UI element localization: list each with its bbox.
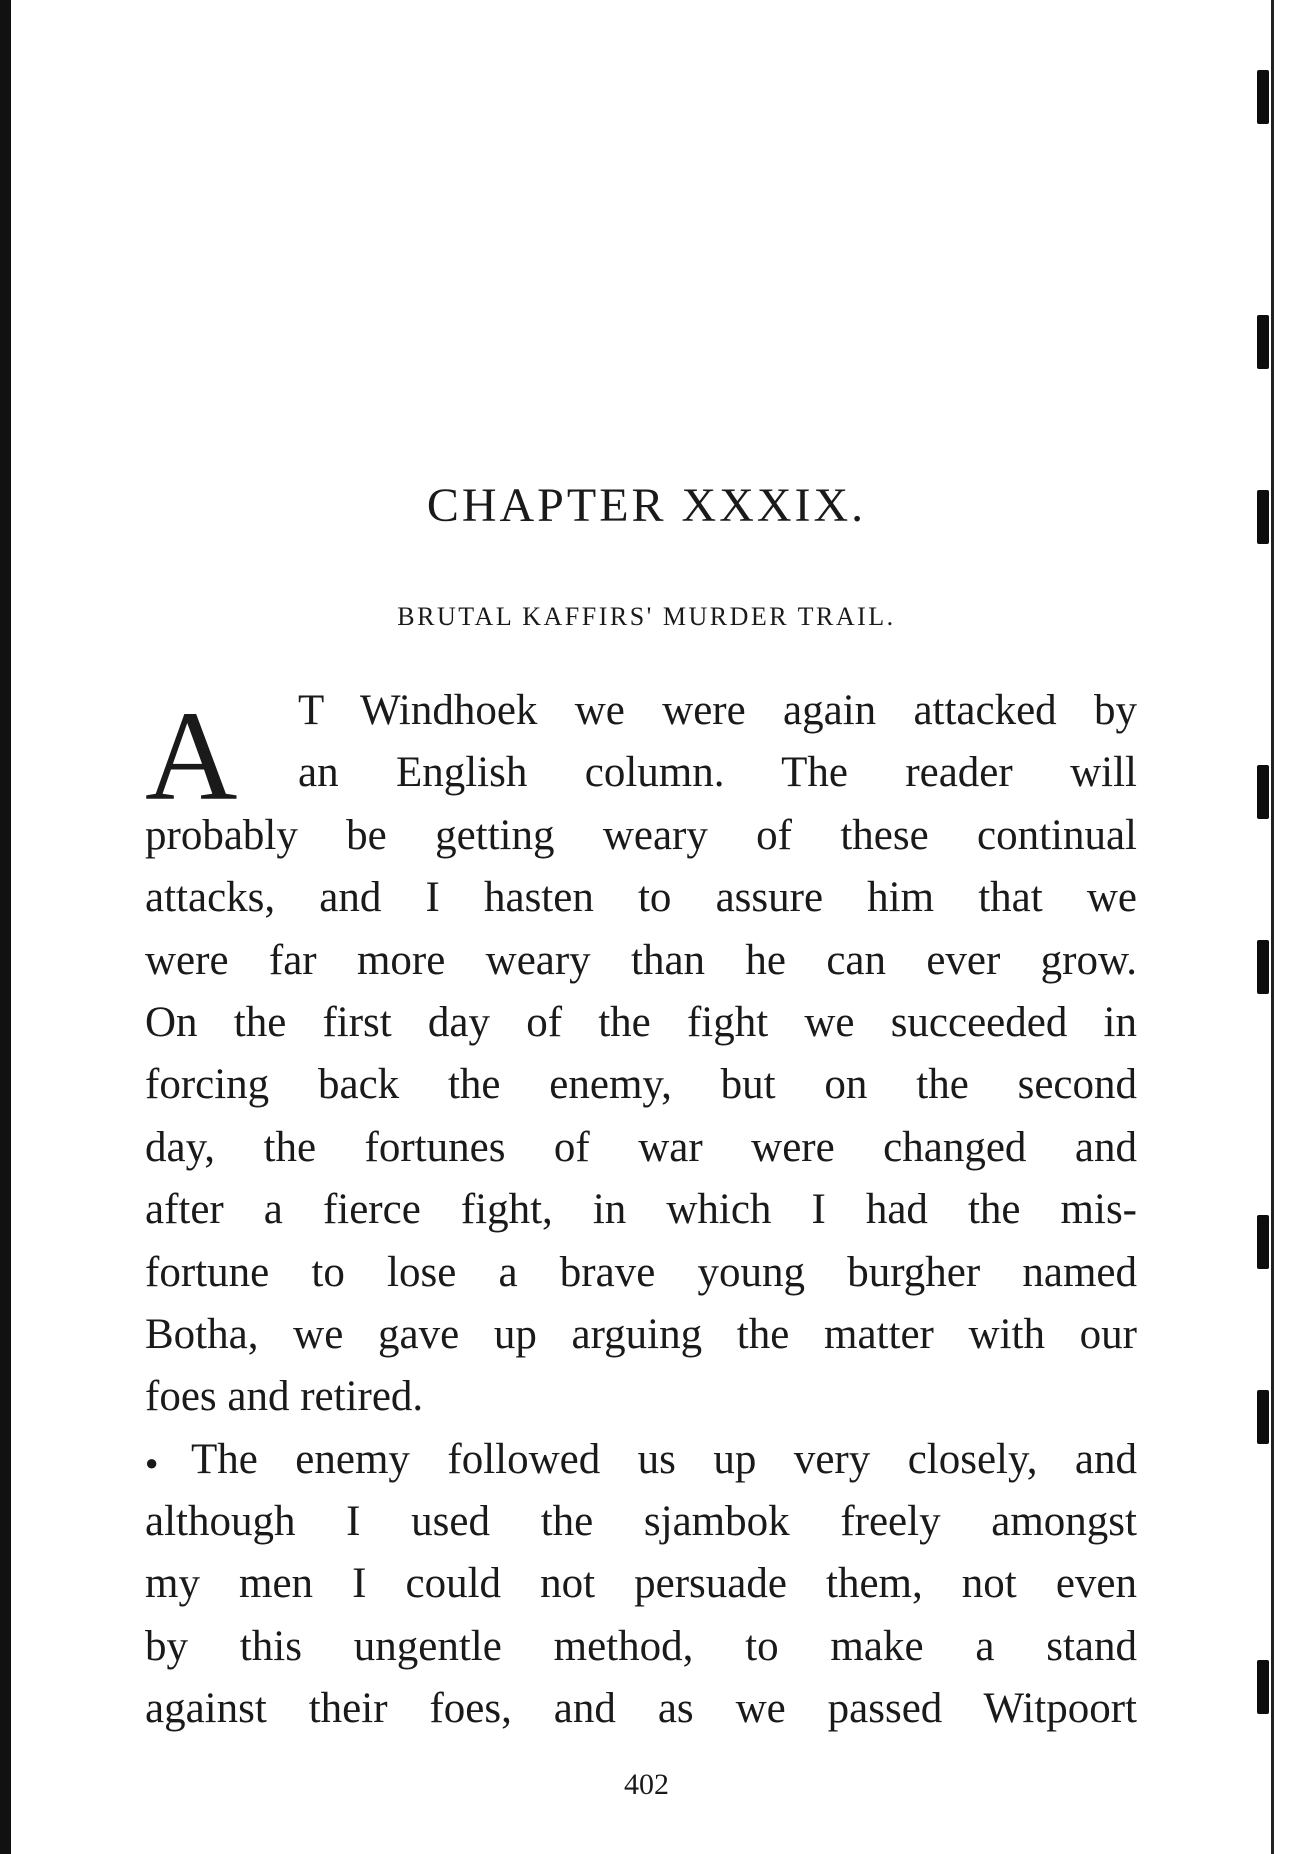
text-line: attacks, and I hasten to assure him that we <box>145 874 1137 922</box>
page-number: 402 <box>624 1768 669 1801</box>
paragraph-mark-icon: ● <box>145 1449 185 1475</box>
text-line: after a fierce fight, in which I had the mis- <box>145 1186 1137 1234</box>
binding-mark <box>1257 1660 1269 1714</box>
text-line: probably be getting weary of these continual <box>145 811 1137 859</box>
text-line: my men I could not persuade them, not even <box>145 1560 1137 1608</box>
page-fold-rule <box>1271 0 1274 1854</box>
text-line: an English column. The reader will <box>298 749 1137 797</box>
drop-cap: A <box>145 685 238 827</box>
text-line: although I used the sjambok freely amongst <box>145 1498 1137 1546</box>
binding-mark <box>1257 315 1269 369</box>
binding-mark <box>1257 1390 1269 1444</box>
binding-mark <box>1257 940 1269 994</box>
text-line: foes and retired. <box>145 1373 424 1421</box>
body-text <box>145 680 1137 1741</box>
binding-mark <box>1257 765 1269 819</box>
binding-mark <box>1257 70 1269 124</box>
text-line: by this ungentle method, to make a stand <box>145 1622 1137 1670</box>
text-line: against their foes, and as we passed Witpoort <box>145 1685 1137 1733</box>
text-line: forcing back the enemy, but on the second <box>145 1061 1137 1109</box>
text-line: Botha, we gave up arguing the matter with our <box>145 1310 1137 1358</box>
text-line: day, the fortunes of war were changed and <box>145 1123 1137 1171</box>
chapter-subtitle: BRUTAL KAFFIRS' MURDER TRAIL. <box>397 602 896 631</box>
text-line: were far more weary than he can ever grow. <box>145 936 1137 984</box>
text-line: T Windhoek we were again attacked by <box>298 687 1137 734</box>
scan-right-edge <box>1233 0 1293 1854</box>
text-line: On the first day of the fight we succeeded in <box>145 998 1137 1046</box>
scan-left-edge <box>0 0 11 1854</box>
text-line: fortune to lose a brave young burgher named <box>145 1248 1137 1296</box>
binding-mark <box>1257 1215 1269 1269</box>
chapter-title: CHAPTER XXXIX. <box>426 479 867 532</box>
text-line-paragraph-start <box>145 1429 1137 1491</box>
text-line-content: The enemy followed us up very closely, and <box>191 1435 1137 1483</box>
